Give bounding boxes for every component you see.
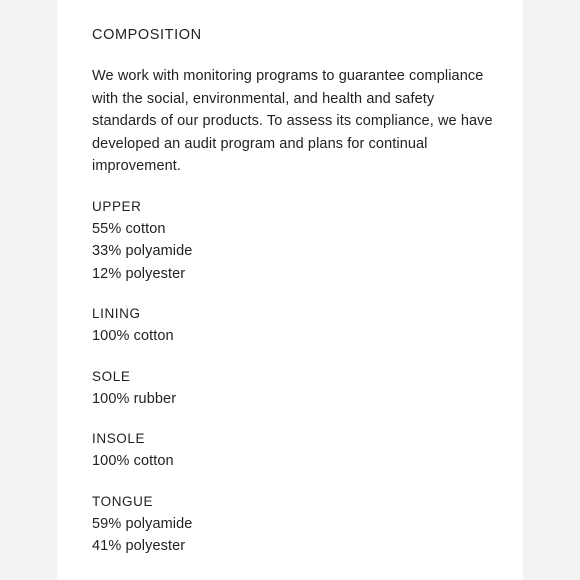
material-section-tongue — [92, 491, 502, 558]
material-section-upper — [92, 196, 502, 286]
material-section-sole — [92, 366, 502, 411]
material-line: 41% polyester — [92, 538, 186, 554]
material-section-lining — [92, 303, 502, 348]
material-line: 33% polyamide — [92, 243, 193, 259]
material-line: 12% polyester — [92, 265, 186, 282]
composition-section — [92, 24, 502, 558]
material-line: 59% polyamide — [92, 515, 193, 532]
section-title: UPPER — [92, 198, 142, 214]
section-title: TONGUE — [92, 493, 154, 509]
material-line: 100% cotton — [92, 453, 174, 469]
composition-heading: COMPOSITION — [92, 27, 202, 43]
composition-description: We work with monitoring programs to guarantee compliance with the social, environmental, and health and safety standards of our products. To assess its compliance, we have developed an audit program and plans for continual improvement. — [92, 68, 493, 174]
section-title: SOLE — [92, 368, 131, 384]
material-section-insole — [92, 428, 502, 473]
material-line: 100% cotton — [92, 328, 174, 344]
section-title: LINING — [92, 306, 141, 321]
section-title: INSOLE — [92, 431, 146, 446]
material-line: 100% rubber — [92, 390, 177, 407]
material-line: 55% cotton — [92, 220, 166, 237]
